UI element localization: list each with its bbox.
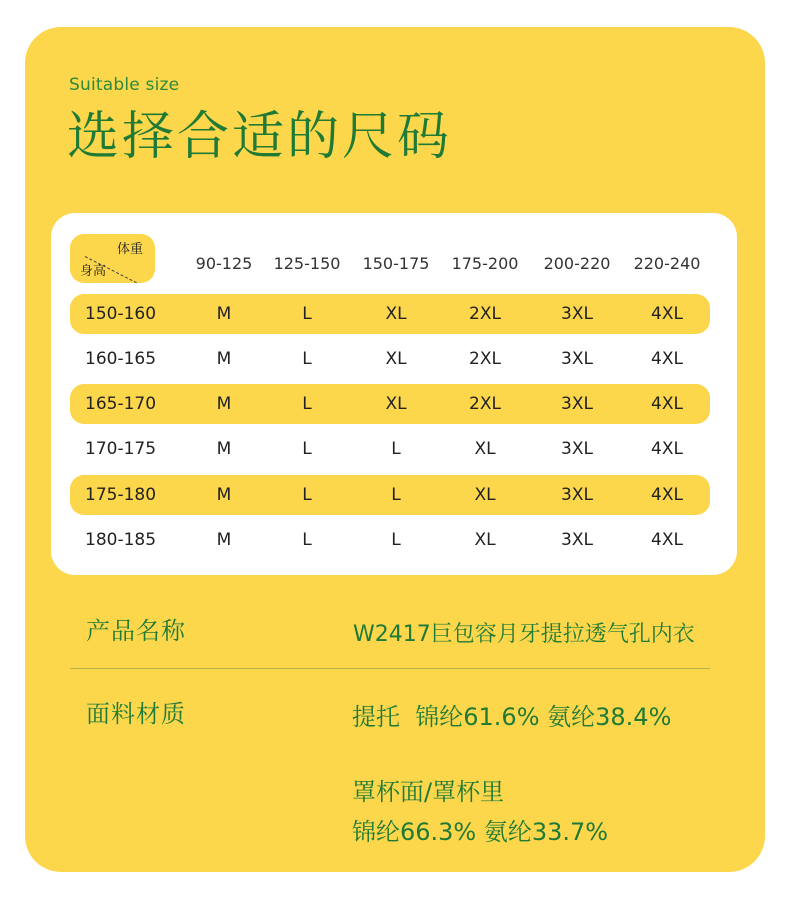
corner-header (70, 234, 155, 283)
table-row (70, 294, 710, 334)
size-cell: M (216, 394, 232, 414)
size-cell: 4XL (651, 304, 683, 324)
size-cell: L (302, 485, 312, 505)
size-cell: 2XL (469, 304, 501, 324)
size-cell: XL (474, 530, 496, 550)
factory-watermark: 汕头市潮南区司马浦丰凡制衣厂 (396, 882, 705, 907)
material-line-3: 锦纶66.3% 氨纶33.7% (352, 818, 609, 846)
size-guide-card (25, 27, 765, 907)
column-header: 90-125 (195, 254, 253, 273)
column-header: 220-240 (633, 254, 701, 273)
size-cell: 3XL (561, 485, 593, 505)
size-cell: XL (385, 394, 407, 414)
size-cell: 3XL (561, 394, 593, 414)
size-cell: L (391, 485, 401, 505)
table-row (70, 475, 710, 515)
size-cell: 3XL (561, 530, 593, 550)
table-row (70, 384, 710, 424)
size-cell: 4XL (651, 485, 683, 505)
row-height-label: 165-170 (85, 394, 157, 414)
material-line-2: 罩杯面/罩杯里 (352, 778, 505, 806)
product-name-label: 产品名称 (86, 617, 186, 645)
size-cell: 3XL (561, 304, 593, 324)
size-cell: 3XL (561, 439, 593, 459)
column-header: 175-200 (451, 254, 519, 273)
product-name-value: W2417巨包容月牙提拉透气孔内衣 (353, 622, 695, 647)
row-height-label: 170-175 (85, 439, 157, 459)
size-cell: L (302, 394, 312, 414)
eyebrow-text: Suitable size (69, 75, 180, 95)
table-row (70, 429, 710, 469)
size-cell: L (302, 349, 312, 369)
section-divider (70, 668, 710, 669)
size-cell: M (216, 530, 232, 550)
column-header: 200-220 (543, 254, 611, 273)
size-cell: XL (385, 304, 407, 324)
size-cell: M (216, 349, 232, 369)
height-axis-label: 身高 (80, 264, 107, 279)
material-label: 面料材质 (86, 700, 186, 728)
row-height-label: 160-165 (85, 349, 157, 369)
material-line-1: 提托 锦纶61.6% 氨纶38.4% (352, 703, 672, 731)
size-cell: 4XL (651, 394, 683, 414)
size-cell: M (216, 485, 232, 505)
size-cell: XL (385, 349, 407, 369)
table-row (70, 520, 710, 560)
size-cell: 2XL (469, 349, 501, 369)
size-cell: L (391, 530, 401, 550)
page-title: 选择合适的尺码 (67, 107, 453, 167)
size-cell: 4XL (651, 530, 683, 550)
weight-axis-label: 体重 (116, 242, 143, 257)
column-header: 125-150 (273, 254, 341, 273)
size-cell: XL (474, 439, 496, 459)
size-cell: 4XL (651, 439, 683, 459)
column-header: 150-175 (362, 254, 430, 273)
table-row (70, 339, 710, 379)
size-cell: M (216, 304, 232, 324)
size-cell: L (391, 439, 401, 459)
row-height-label: 175-180 (85, 485, 157, 505)
size-cell: M (216, 439, 232, 459)
size-cell: 3XL (561, 349, 593, 369)
row-height-label: 150-160 (85, 304, 157, 324)
size-cell: L (302, 439, 312, 459)
size-cell: 2XL (469, 394, 501, 414)
size-cell: L (302, 530, 312, 550)
size-cell: 4XL (651, 349, 683, 369)
size-cell: XL (474, 485, 496, 505)
row-height-label: 180-185 (85, 530, 157, 550)
size-table (51, 213, 737, 575)
size-cell: L (302, 304, 312, 324)
